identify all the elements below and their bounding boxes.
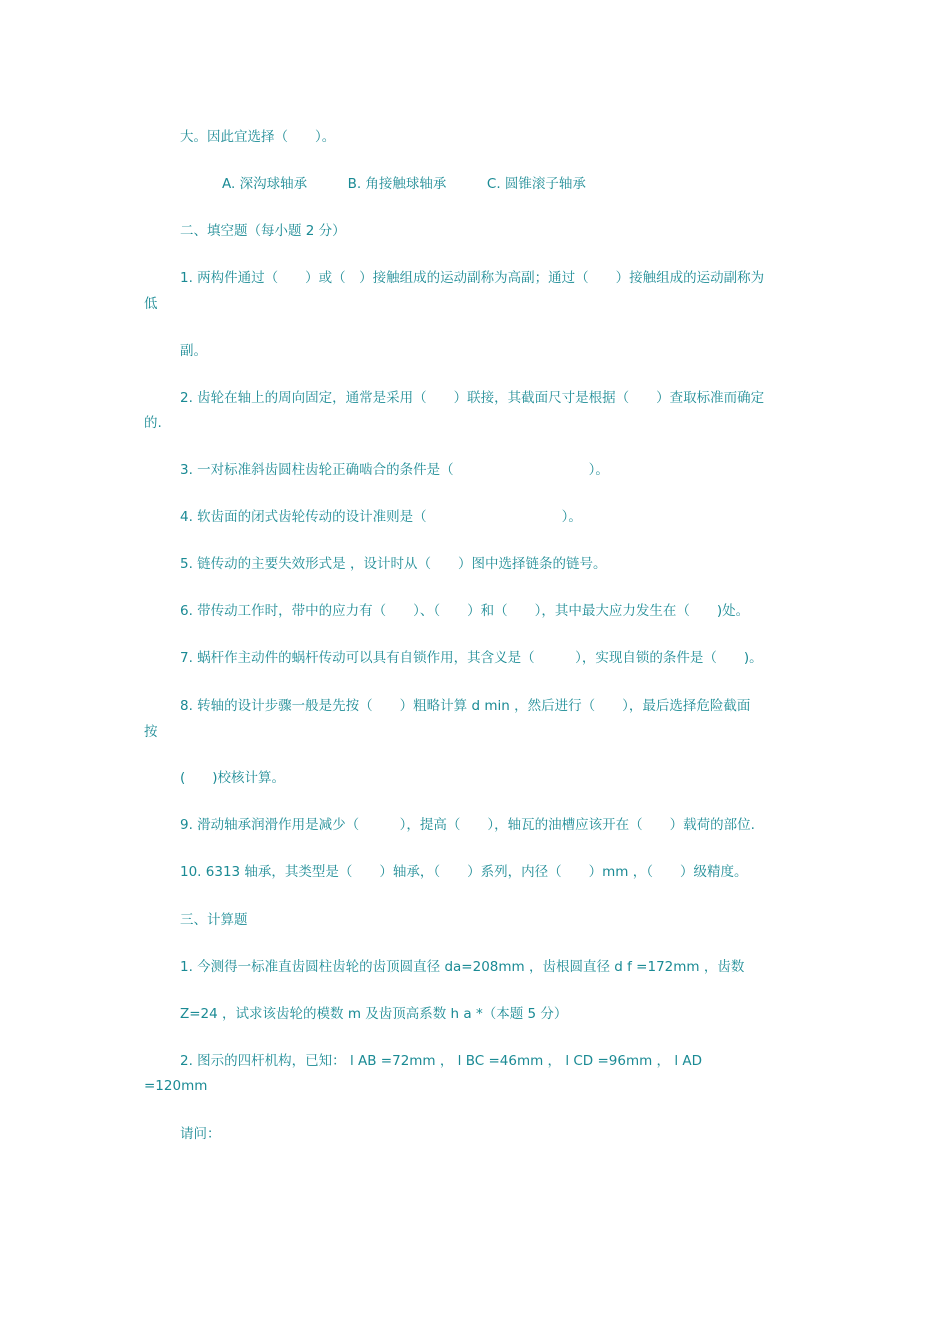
fill-question-9: 9. 滑动轴承润滑作用是减少（ ），提高（ ），轴瓦的油槽应该开在（ ）载荷的部位. [180, 817, 755, 833]
fill-question-1-wrap: 低 [144, 296, 158, 312]
fill-question-10: 10. 6313 轴承，其类型是（ ）轴承，（ ）系列，内径（ ）mm ，（ ）级精度。 [180, 864, 748, 880]
fill-question-4: 4. 软齿面的闭式齿轮传动的设计准则是（ ）。 [180, 509, 582, 525]
fill-question-8: 8. 转轴的设计步骤一般是先按（ ）粗略计算 d min ，然后进行（ ），最后选择危险截面 [180, 698, 751, 714]
fill-question-2: 2. 齿轮在轴上的周向固定，通常是采用（ ）联接，其截面尺寸是根据（ ）查取标准而确定 [180, 390, 765, 406]
question-stem-continuation: 大。因此宜选择（ ）。 [180, 129, 336, 145]
calc-question-1: 1. 今测得一标准直齿圆柱齿轮的齿顶圆直径 da=208mm ，齿根圆直径 d f =172mm ，齿数 [180, 959, 745, 975]
fill-question-8-wrap: 按 [144, 724, 158, 740]
fill-question-7: 7. 蜗杆作主动件的蜗杆传动可以具有自锁作用，其含义是（ ），实现自锁的条件是（ )。 [180, 650, 763, 666]
fill-question-1-end: 副。 [180, 343, 207, 359]
fill-question-6: 6. 带传动工作时，带中的应力有（ ）、（ ）和（ ），其中最大应力发生在（ )处。 [180, 603, 750, 619]
fill-question-8-end: ( )校核计算。 [180, 770, 286, 786]
answer-options: A. 深沟球轴承 B. 角接触球轴承 C. 圆锥滚子轴承 [222, 176, 586, 192]
calc-question-2: 2. 图示的四杆机构，已知： l AB =72mm ， l BC =46mm ， l CD =96mm ， l AD [180, 1053, 703, 1069]
calc-question-2-wrap: =120mm [144, 1078, 208, 1094]
fill-question-3: 3. 一对标准斜齿圆柱齿轮正确啮合的条件是（ ）。 [180, 462, 609, 478]
section-heading-fill-in: 二、填空题（每小题 2 分） [180, 223, 346, 239]
section-heading-calculation: 三、计算题 [180, 912, 248, 928]
fill-question-2-wrap: 的. [144, 415, 162, 431]
fill-question-5: 5. 链传动的主要失效形式是 ，设计时从（ ）图中选择链条的链号。 [180, 556, 607, 572]
calc-question-1-cont: Z=24 ，试求该齿轮的模数 m 及齿顶高系数 h a *（本题 5 分） [180, 1006, 568, 1022]
fill-question-1: 1. 两构件通过（ ）或（ ）接触组成的运动副称为高副；通过（ ）接触组成的运动副称为 [180, 270, 765, 286]
calc-question-2-ask: 请问： [180, 1126, 221, 1142]
